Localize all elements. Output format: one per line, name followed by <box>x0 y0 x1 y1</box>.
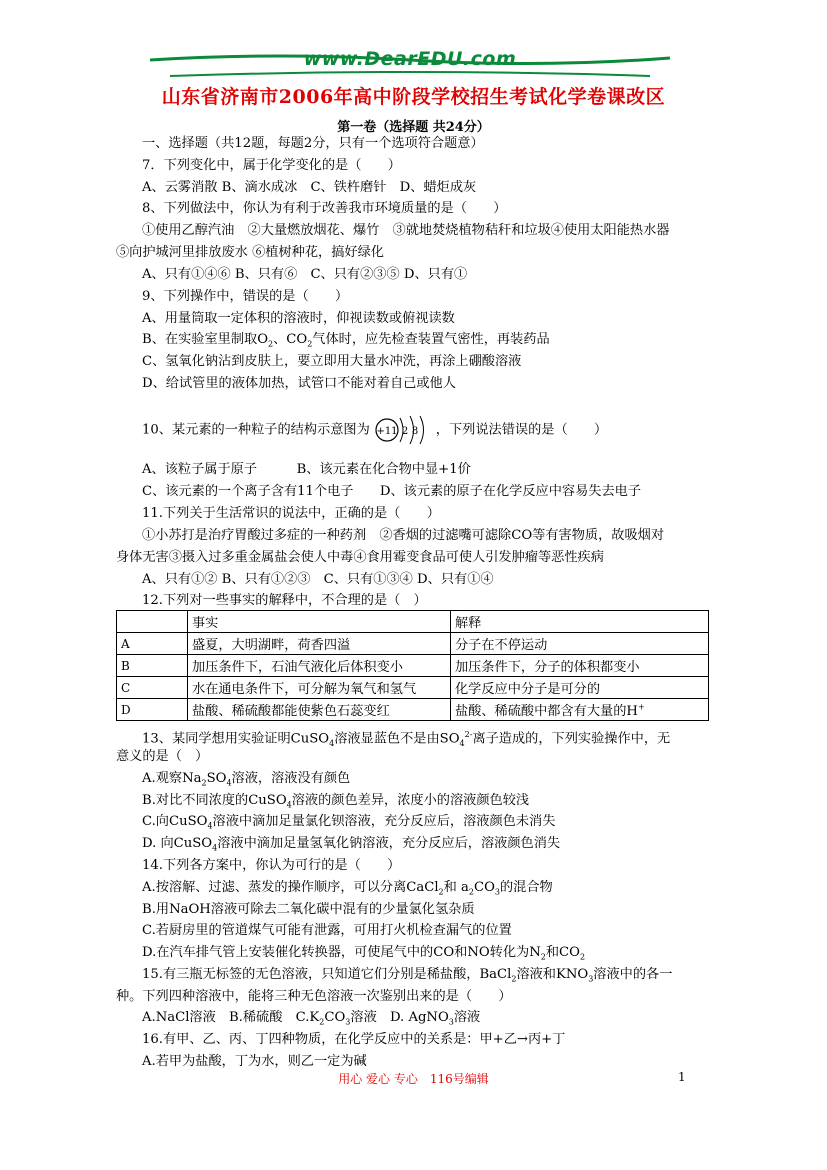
site-url[interactable]: www.DearEDU.com <box>303 48 517 70</box>
table-cell: 加压条件下，分子的体积都变小 <box>451 655 709 677</box>
text-line: 7．下列变化中，属于化学变化的是（ ） <box>142 158 401 173</box>
section-title: 第一卷（选择题 共24分） <box>337 120 490 135</box>
table-cell: A <box>117 633 188 655</box>
text-line: ⑤向护城河里排放废水 ⑥植树种花，搞好绿化 <box>116 245 384 260</box>
table-cell: D <box>117 699 188 721</box>
table-cell: 盛夏，大明湖畔，荷香四溢 <box>188 633 451 655</box>
text-line: C、氢氧化钠沾到皮肤上，要立即用大量水冲洗，再涂上硼酸溶液 <box>142 354 522 369</box>
text-line: 8、下列做法中，你认为有利于改善我市环境质量的是（ ） <box>142 201 507 216</box>
q14-option-d: D.在汽车排气管上安装催化转换器，可使尾气中的CO和NO转化为$N_2$和$CO_2$ <box>142 945 586 962</box>
atom-shell-1: 2 <box>401 426 408 437</box>
q13-option-d: D. 向CuSO$_4$溶液中滴加足量氢氧化钠溶液，充分反应后，溶液颜色消失 <box>142 836 561 853</box>
q13-option-c: C.向CuSO$_4$溶液中滴加足量氯化钡溶液，充分反应后，溶液颜色未消失 <box>142 814 556 831</box>
q13-option-a: A.观察$Na_2SO_4$溶液，溶液没有颜色 <box>142 771 351 788</box>
text-line: C、该元素的一个离子含有11个电子 D、该元素的原子在化学反应中容易失去电子 <box>142 484 642 499</box>
text-line: ①小苏打是治疗胃酸过多症的一种药剂 ②香烟的过滤嘴可滤除CO等有害物质，故吸烟对 <box>142 528 665 543</box>
footer-text: 用心 爱心 专心 116号编辑 <box>338 1072 489 1086</box>
q9-option-b: B、在实验室里制取$O_2$、$CO_2$气体时，应先检查装置气密性，再装药品 <box>142 332 550 349</box>
table-cell: 盐酸、稀硫酸中都含有大量的H+ <box>451 699 709 721</box>
atom-nucleus: +11 <box>376 426 398 437</box>
site-banner <box>150 48 670 84</box>
text-line: 14.下列各方案中，你认为可行的是（ ） <box>142 858 401 873</box>
table-header-row <box>117 611 709 633</box>
text-line: 9、下列操作中，错误的是（ ） <box>142 289 349 304</box>
atom-shell-2: 8 <box>411 426 418 437</box>
text-line: A、只有①② B、只有①②③ C、只有①③④ D、只有①④ <box>142 572 494 587</box>
text-line: 意义的是（ ） <box>116 749 209 764</box>
q14-option-a: A.按溶解、过滤、蒸发的操作顺序，可以分离CaCl$_2$和 $a_2CO_3$的混合物 <box>142 880 553 897</box>
table-row <box>117 677 709 699</box>
text-line: A、该粒子属于原子 B、该元素在化合物中显+1价 <box>142 462 471 477</box>
table-cell: 分子在不停运动 <box>451 633 709 655</box>
text-line: D、给试管里的液体加热，试管口不能对着自己或他人 <box>142 376 456 391</box>
q13-option-b: B.对比不同浓度的CuSO$_4$溶液的颜色差异，浓度小的溶液颜色较浅 <box>142 793 530 810</box>
q15-options: A.NaCl溶液 B.稀硫酸 $C.K_2CO_3$溶液 D. AgNO$_3$溶液 <box>142 1010 481 1027</box>
text-line: C.若厨房里的管道煤气可能有泄露，可用打火机检查漏气的位置 <box>142 923 512 938</box>
text-line: 12.下列对一些事实的解释中，不合理的是（ ） <box>142 593 427 608</box>
page-number: 1 <box>678 1070 686 1084</box>
exam-title: 山东省济南市2006年高中阶段学校招生考试化学卷课改区 <box>161 86 666 108</box>
text-line: B.用NaOH溶液可除去二氧化碳中混有的少量氯化氢杂质 <box>142 902 475 917</box>
table-row <box>117 699 709 721</box>
atom-structure-diagram <box>374 413 432 447</box>
table-cell: 水在通电条件下，可分解为氧气和氢气 <box>188 677 451 699</box>
table-row <box>117 655 709 677</box>
text-line: A.若甲为盐酸，丁为水，则乙一定为碱 <box>142 1054 367 1069</box>
table-header-cell <box>117 611 188 633</box>
text-line: 身体无害③摄入过多重金属盐会使人中毒④食用霉变食品可使人引发肿瘤等恶性疾病 <box>116 550 604 565</box>
table-cell: 化学反应中分子是可分的 <box>451 677 709 699</box>
table-row <box>117 633 709 655</box>
text-line: 一、选择题（共12题，每题2分，只有一个选项符合题意） <box>142 136 484 151</box>
facts-table <box>116 610 709 721</box>
table-header-cell: 解释 <box>451 611 709 633</box>
text-line: ①使用乙醇汽油 ②大量燃放烟花、爆竹 ③就地焚烧植物秸秆和垃圾④使用太阳能热水器 <box>142 223 670 238</box>
text-line: A、用量筒取一定体积的溶液时，仰视读数或俯视读数 <box>142 311 455 326</box>
text-line: A、只有①④⑥ B、只有⑥ C、只有②③⑤ D、只有① <box>142 267 468 282</box>
q13-stem: 13、某同学想用实验证明CuSO$_4$溶液显蓝色不是由$SO_4^{2-}$离子造成的，下列实验操作中，无 <box>142 730 671 749</box>
q10-stem: 10、某元素的一种粒子的结构示意图为 +11 2 8 ，下列说法错误的是（ ） <box>142 413 607 448</box>
table-cell: 盐酸、稀硫酸都能使紫色石蕊变红 <box>188 699 451 721</box>
text-line: 11.下列关于生活常识的说法中，正确的是（ ） <box>142 506 440 521</box>
text-line: A、云雾消散 B、滴水成冰 C、铁杵磨针 D、蜡炬成灰 <box>142 180 477 195</box>
table-header-cell: 事实 <box>188 611 451 633</box>
text-line: 种。下列四种溶液中，能将三种无色溶液一次鉴别出来的是（ ） <box>116 989 512 1004</box>
table-cell: C <box>117 677 188 699</box>
table-cell: 加压条件下，石油气液化后体积变小 <box>188 655 451 677</box>
text-line: 16.有甲、乙、丙、丁四种物质，在化学反应中的关系是：甲+乙→丙+丁 <box>142 1032 566 1047</box>
table-cell: B <box>117 655 188 677</box>
q15-stem: 15.有三瓶无标签的无色溶液，只知道它们分别是稀盐酸，BaCl$_2$溶液和$KNO_3$溶液中的各一 <box>142 967 673 984</box>
